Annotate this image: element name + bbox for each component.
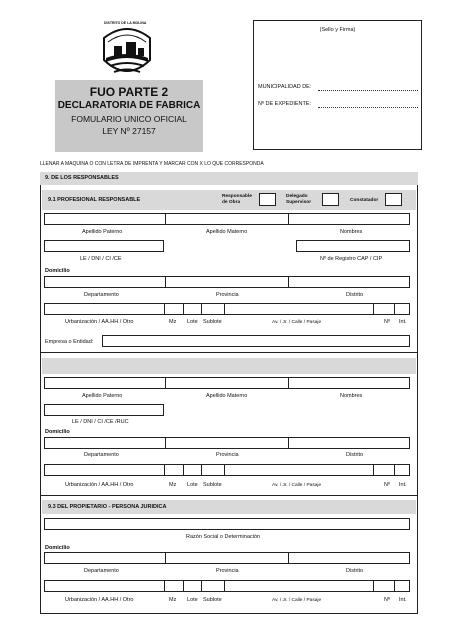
s91-opt1-checkbox[interactable]	[259, 193, 276, 206]
divider	[40, 495, 418, 496]
section9-title: 9. DE LOS RESPONSABLES	[45, 175, 119, 181]
s92-provincia: Provincia	[216, 452, 239, 458]
s93-domicilio: Domicilio	[45, 545, 70, 551]
s93-address-input[interactable]	[44, 580, 410, 592]
s91-interior: Int.	[399, 319, 407, 325]
s92-ubigeo-input[interactable]	[44, 437, 410, 449]
divider	[183, 464, 184, 476]
s92-doc-label: LE / DNI / CI /CE /RUC	[72, 419, 129, 425]
s91-ubigeo-input[interactable]	[44, 276, 410, 288]
divider	[224, 580, 225, 592]
divider	[288, 437, 289, 449]
s92-mz: Mz	[169, 482, 177, 488]
instructions: LLENAR A MAQUINA O CON LETRA DE IMPRENTA Y MARCAR CON X LO QUE CORRESPONDA	[40, 161, 264, 167]
s91-opt3-checkbox[interactable]	[385, 193, 402, 206]
s92-header	[42, 358, 416, 374]
divider	[165, 213, 166, 225]
divider	[164, 303, 165, 315]
s91-empresa-input[interactable]	[102, 335, 410, 347]
s92-names-input[interactable]	[44, 377, 410, 389]
s93-interior: Int.	[399, 597, 407, 603]
s91-registro-input[interactable]	[296, 240, 410, 252]
divider	[201, 580, 202, 592]
divider	[165, 552, 166, 564]
s91-opt1b-label: de Obra	[222, 200, 241, 205]
s91-names-input[interactable]	[44, 213, 410, 225]
s92-apellido-paterno: Apellido Paterno	[82, 393, 123, 399]
divider	[288, 276, 289, 288]
municipality-label: MUNICIPALIDAD DE:	[258, 84, 312, 90]
divider	[165, 377, 166, 389]
page-subtitle: DECLARATORIA DE FABRICA	[57, 100, 201, 111]
s91-distrito: Distrito	[346, 292, 364, 298]
s91-registro-label: Nº de Registro CAP / CIP	[320, 256, 383, 262]
s91-urbanizacion: Urbanización / AA.HH / Otro	[65, 319, 134, 325]
s92-doc-input[interactable]	[44, 404, 164, 416]
divider	[183, 303, 184, 315]
s91-opt2-checkbox[interactable]	[322, 193, 339, 206]
divider	[164, 580, 165, 592]
s93-provincia: Provincia	[216, 568, 239, 574]
s91-opt1-label: Responsable	[222, 194, 252, 199]
s92-urbanizacion: Urbanización / AA.HH / Otro	[65, 482, 134, 488]
seal-label: (Sello y Firma)	[319, 27, 356, 33]
s92-nombres: Nombres	[340, 393, 363, 399]
divider	[373, 303, 374, 315]
s91-doc-label: LE / DNI / CI /CE	[80, 256, 122, 262]
s91-apellido-materno: Apellido Materno	[206, 229, 248, 235]
s93-ubigeo-input[interactable]	[44, 552, 410, 564]
divider	[288, 552, 289, 564]
s93-razon-label: Razón Social o Determinación	[186, 534, 260, 540]
divider	[183, 580, 184, 592]
s93-title: 9.3 DEL PROPIETARIO - PERSONA JURIDICA	[48, 504, 167, 510]
divider	[201, 303, 202, 315]
s91-apellido-paterno: Apellido Paterno	[82, 229, 123, 235]
s91-lote: Lote	[187, 319, 198, 325]
s92-address-input[interactable]	[44, 464, 410, 476]
divider	[373, 580, 374, 592]
divider	[288, 377, 289, 389]
s92-domicilio: Domicilio	[45, 429, 70, 435]
divider	[394, 580, 395, 592]
divider	[394, 464, 395, 476]
s93-razon-input[interactable]	[44, 518, 410, 530]
s93-mz: Mz	[169, 597, 177, 603]
municipality-field[interactable]	[318, 90, 418, 91]
s91-provincia: Provincia	[216, 292, 239, 298]
s92-lote: Lote	[187, 482, 198, 488]
divider	[288, 213, 289, 225]
s92-sublote: Sublote	[203, 482, 222, 488]
divider	[394, 303, 395, 315]
emblem-text: DISTRITO DE LA MOLINA	[104, 21, 147, 25]
file-number-label: Nº DE EXPEDIENTE:	[258, 101, 312, 107]
form-name: FOMULARIO UNICO OFICIAL	[71, 114, 187, 124]
s91-title: 9.1 PROFESIONAL RESPONSABLE	[48, 197, 141, 203]
s91-domicilio: Domicilio	[45, 268, 70, 274]
divider	[224, 303, 225, 315]
divider	[164, 464, 165, 476]
s93-distrito: Distrito	[346, 568, 364, 574]
file-number-field[interactable]	[318, 107, 418, 108]
s91-address-input[interactable]	[44, 303, 410, 315]
law-number: LEY Nº 27157	[102, 126, 156, 136]
s91-mz: Mz	[169, 319, 177, 325]
divider	[165, 276, 166, 288]
s91-nombres: Nombres	[340, 229, 363, 235]
s93-sublote: Sublote	[203, 597, 222, 603]
s91-opt3-label: Constatador	[350, 198, 379, 203]
s93-numero: Nº	[384, 597, 390, 603]
divider	[224, 464, 225, 476]
district-emblem	[96, 20, 158, 84]
s91-via: Av. / Jr. / Calle / Pasaje	[272, 320, 322, 325]
emblem-icon	[96, 20, 158, 84]
s91-departamento: Departamento	[84, 292, 119, 298]
s92-apellido-materno: Apellido Materno	[206, 393, 248, 399]
s93-lote: Lote	[187, 597, 198, 603]
s91-opt2b-label: Supervisor	[286, 200, 312, 205]
s93-departamento: Departamento	[84, 568, 119, 574]
s93-urbanizacion: Urbanización / AA.HH / Otro	[65, 597, 134, 603]
s93-via: Av. / Jr. / Calle / Pasaje	[272, 598, 322, 603]
page-title: FUO PARTE 2	[89, 85, 169, 99]
s92-via: Av. / Jr. / Calle / Pasaje	[272, 483, 322, 488]
divider	[40, 352, 418, 353]
s92-distrito: Distrito	[346, 452, 364, 458]
s91-sublote: Sublote	[203, 319, 222, 325]
s91-empresa-label: Empresa o Entidad:	[45, 339, 94, 345]
s92-departamento: Departamento	[84, 452, 119, 458]
divider	[165, 437, 166, 449]
s92-interior: Int.	[399, 482, 407, 488]
s91-doc-input[interactable]	[44, 240, 164, 252]
s92-numero: Nº	[384, 482, 390, 488]
s91-numero: Nº	[384, 319, 390, 325]
divider	[373, 464, 374, 476]
s91-opt2-label: Delegado	[286, 194, 308, 199]
divider	[201, 464, 202, 476]
